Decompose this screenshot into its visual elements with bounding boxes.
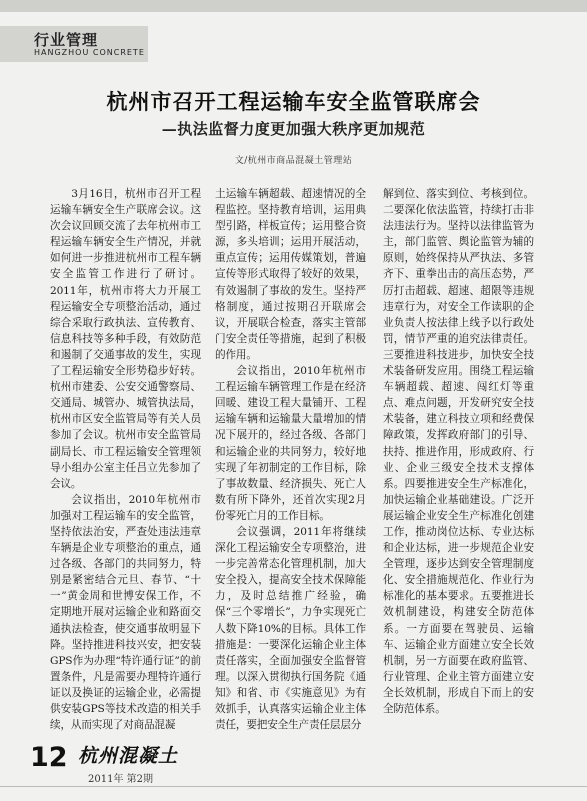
section-title: 行业管理 xyxy=(34,31,99,49)
article-column-2 xyxy=(215,186,366,733)
footer-divider xyxy=(0,786,587,787)
issue-info: 2011年 第2期 xyxy=(88,774,153,785)
paragraph: 会议指出，2010年杭州市加强对工程运输车的安全监管，坚持依法治安，严查处违法违章车辆是企业专项整治的重点，通过各级、各部门的共同努力，特别是紧密结合元旦、春节、“十一”黄金周和世博安保工作，不定期地开展对运输企业和路面交通执法检查，使交通事故明显下降。坚持推进科技兴安，把安装GPS作为办理“特许通行证”的前置条件，凡是需要办理特许通行证以及换证的运输企业，必需提供安装GPS等技术改造的相关手续，从而实现了对商品混凝 xyxy=(50,493,201,732)
paragraph: 3月16日，杭州市召开工程运输车辆安全生产联席会议。这次会议回顾交流了去年杭州市工程运输车辆安全生产情况，并就如何进一步推进杭州市工程车辆安全监管工作进行了研讨。2011年，杭州市将大力开展工程运输安全专项整治活动，通过综合采取行政执法、宣传教育、信息科技等多种手段，有效防范和遏制了交通事故的发生，实现了工程运输安全形势稳步好转。杭州市建委、公安交通警察局、交通局、城管办、城管执法局，杭州市区安全监管局等有关人员参加了会议。杭州市安全监管局副局长、市工程运输安全管理领导小组办公室主任吕立先参加了会议。 xyxy=(50,188,201,490)
article-column-1 xyxy=(50,186,201,733)
paragraph: 会议指出，2010年杭州市工程运输车辆管理工作是在经济回暖、建设工程大量铺开、工程运输车辆和运输量大量增加的情况下展开的，经过各级、各部门和运输企业的共同努力，较好地实现了年初制定的工作目标，除了事故数量、经济损失、死亡人数有所下降外，还首次实现2月份零死亡月的工作目标。 xyxy=(215,365,366,522)
top-bar xyxy=(0,0,587,12)
paragraph: 会议强调，2011年将继续深化工程运输安全专项整治，进一步完善常态化管理机制，加大安全投入，提高安全技术保障能力，及时总结推广经验，确保“三个零增长”，力争实现死亡人数下降10%的目标。具体工作措施是：一要深化运输企业主体责任落实，全面加强安全监督管理。以深入贯彻执行国务院《通知》和省、市《实施意见》为有效抓手，认真落实运输企业主体责任，要把安全生产责任层层分 xyxy=(215,525,366,732)
article-byline: 文/杭州市商品混凝土管理站 xyxy=(234,156,353,166)
magazine-name: 杭州混凝土 xyxy=(78,745,179,767)
article-subtitle: —执法监督力度更加强大秩序更加规范 xyxy=(161,120,426,138)
section-header xyxy=(0,26,148,62)
article-title: 杭州市召开工程运输车安全监管联席会 xyxy=(106,89,481,114)
paragraph-continued: 解到位、落实到位、考核到位。二要深化依法监管，持续打击非法违法行为。坚持以法律监管为主，部门监管、舆论监管为辅的原则，始终保持从严执法、多管齐下、重拳出击的高压态势，严厉打击超载、超速、超限等违规违章行为，对安全工作读职的企业负责人按法律上线予以行政处罚，情节严重的追究法律责任。三要推进科技进步，加快安全技术装备研发应用。围绕工程运输车辆超载、超速、闯红灯等重点、难点问题，开发研究安全技术装备，建立科技立项和经费保障政策，发挥政府部门的引导、扶持、推进作用，形成政府、行业、企业三级安全技术支撑体系。四要推进安全生产标准化，加快运输企业基础建设。广泛开展运输企业安全生产标准化创建工作，推动岗位达标、专业达标和企业达标，进一步规范企业安全管理，逐步达到安全管理制度化、安全措施规范化、作业行为标准化的基本要求。五要推进长效机制建设，构建安全防范体系。一方面要在驾驶员、运输车、运输企业方面建立安全长效机制，另一方面要在政府监管、行业管理、企业主管方面建立安全长效机制，形成自下而上的安全防范体系。 xyxy=(383,188,534,715)
section-title-english: HANGZHOU CONCRETE xyxy=(34,48,145,57)
article-column-3 xyxy=(383,186,534,717)
paragraph-continued: 土运输车辆超载、超速情况的全程监控。坚持教育培训，运用典型引路，样板宣传；运用整合资源，多头培训；运用开展活动，重点宣传；运用传媒策划，普遍宣传等形式取得了较好的效果，有效遏制了事故的发生。坚持严格制度，通过按期召开联席会议，开展联合检查，落实主管部门安全责任等措施，起到了积极的作用。 xyxy=(215,188,366,361)
page-number: 12 xyxy=(30,742,68,773)
